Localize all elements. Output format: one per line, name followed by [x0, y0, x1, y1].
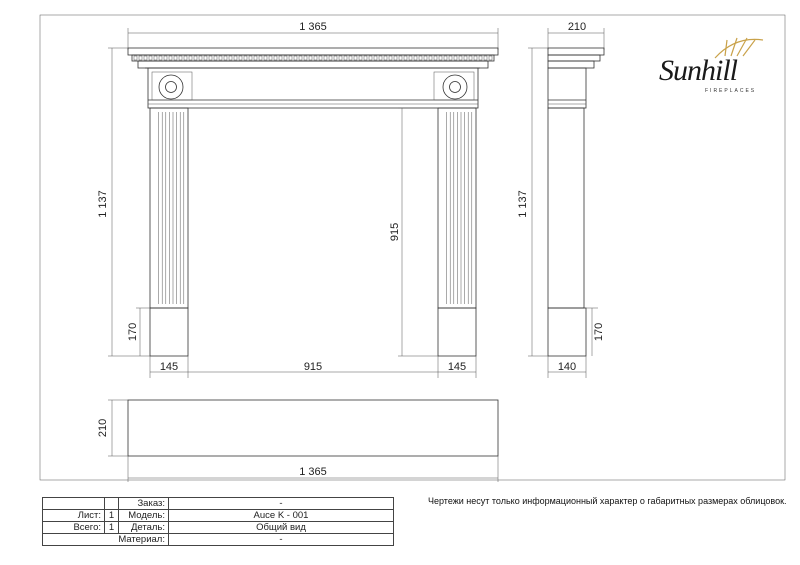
dentil	[144, 56, 147, 60]
dentil	[379, 56, 382, 60]
dentil	[489, 56, 492, 60]
logo-name: Sunhill	[659, 54, 738, 87]
opening-height-dim: 915	[389, 222, 401, 242]
dentil	[149, 56, 152, 60]
dentil	[454, 56, 457, 60]
dentil	[354, 56, 357, 60]
title-block	[42, 497, 394, 546]
right-rosette	[434, 72, 474, 100]
dentil	[194, 56, 197, 60]
material-value: -	[169, 534, 394, 546]
model-label: Модель:	[119, 510, 169, 522]
dentil	[229, 56, 232, 60]
dentil	[414, 56, 417, 60]
dentil	[349, 56, 352, 60]
dentil	[274, 56, 277, 60]
dentil	[479, 56, 482, 60]
leg-flutes	[159, 112, 472, 304]
dentil	[384, 56, 387, 60]
dentil	[154, 56, 157, 60]
dentil	[199, 56, 202, 60]
dentil	[289, 56, 292, 60]
dentil	[259, 56, 262, 60]
dentil	[209, 56, 212, 60]
order-value: -	[169, 498, 394, 510]
dentil	[429, 56, 432, 60]
dentil	[219, 56, 222, 60]
dentil	[324, 56, 327, 60]
leg-width-left-dim: 145	[159, 361, 179, 373]
dentil	[449, 56, 452, 60]
dentil	[169, 56, 172, 60]
dentil	[309, 56, 312, 60]
dentil	[484, 56, 487, 60]
dentil	[164, 56, 167, 60]
dentil	[239, 56, 242, 60]
detail-label: Деталь:	[119, 522, 169, 534]
front-view	[97, 21, 498, 378]
dentil	[469, 56, 472, 60]
left-rosette	[152, 72, 192, 100]
dentil	[359, 56, 362, 60]
dentil	[374, 56, 377, 60]
right-plinth	[438, 308, 476, 356]
dentil	[134, 56, 137, 60]
left-plinth	[150, 308, 188, 356]
side-depth-bottom-dim: 140	[557, 361, 577, 373]
dentil	[184, 56, 187, 60]
dentil	[459, 56, 462, 60]
model-value: Auce K - 001	[169, 510, 394, 522]
dentil-row	[134, 56, 492, 60]
plan-view	[97, 400, 498, 482]
side-plinth-height-dim: 170	[593, 322, 605, 342]
leg-width-right-dim: 145	[447, 361, 467, 373]
dentil	[214, 56, 217, 60]
sheet-value: 1	[105, 510, 119, 522]
dentil	[409, 56, 412, 60]
dentil	[439, 56, 442, 60]
detail-value: Общий вид	[169, 522, 394, 534]
order-label: Заказ:	[119, 498, 169, 510]
dentil	[424, 56, 427, 60]
dentil	[474, 56, 477, 60]
dentil	[399, 56, 402, 60]
side-view	[517, 21, 605, 378]
dentil	[294, 56, 297, 60]
front-height-dim: 1 137	[97, 190, 109, 218]
logo-tagline: FIREPLACES	[705, 88, 757, 94]
dentil	[389, 56, 392, 60]
total-value: 1	[105, 522, 119, 534]
dentil	[319, 56, 322, 60]
dentil	[279, 56, 282, 60]
dentil	[334, 56, 337, 60]
dentil	[284, 56, 287, 60]
dentil	[314, 56, 317, 60]
dentil	[269, 56, 272, 60]
dentil	[159, 56, 162, 60]
dentil	[404, 56, 407, 60]
dentil	[299, 56, 302, 60]
dentil	[364, 56, 367, 60]
dentil	[264, 56, 267, 60]
plan-width-dim: 1 365	[299, 466, 327, 478]
dentil	[434, 56, 437, 60]
dentil	[174, 56, 177, 60]
side-depth-top-dim: 210	[567, 21, 587, 33]
dentil	[234, 56, 237, 60]
dentil	[254, 56, 257, 60]
dentil	[464, 56, 467, 60]
dentil	[394, 56, 397, 60]
dentil	[339, 56, 342, 60]
dentil	[329, 56, 332, 60]
dentil	[204, 56, 207, 60]
dentil	[139, 56, 142, 60]
dentil	[444, 56, 447, 60]
opening-width-dim: 915	[303, 361, 323, 373]
total-label: Всего:	[43, 522, 105, 534]
dentil	[369, 56, 372, 60]
disclaimer-note: Чертежи несут только информационный характер о габаритных размерах облицовок.	[428, 496, 787, 506]
material-label: Материал:	[43, 534, 169, 546]
dentil	[224, 56, 227, 60]
dentil	[304, 56, 307, 60]
dentil	[244, 56, 247, 60]
sheet-label: Лист:	[43, 510, 105, 522]
dentil	[344, 56, 347, 60]
dentil	[179, 56, 182, 60]
dentil	[249, 56, 252, 60]
side-height-dim: 1 137	[517, 190, 529, 218]
front-width-dim: 1 365	[299, 21, 327, 33]
plan-depth-dim: 210	[97, 418, 109, 438]
plinth-height-dim: 170	[127, 322, 139, 342]
sunhill-logo	[655, 30, 770, 100]
dentil	[189, 56, 192, 60]
dentil	[419, 56, 422, 60]
